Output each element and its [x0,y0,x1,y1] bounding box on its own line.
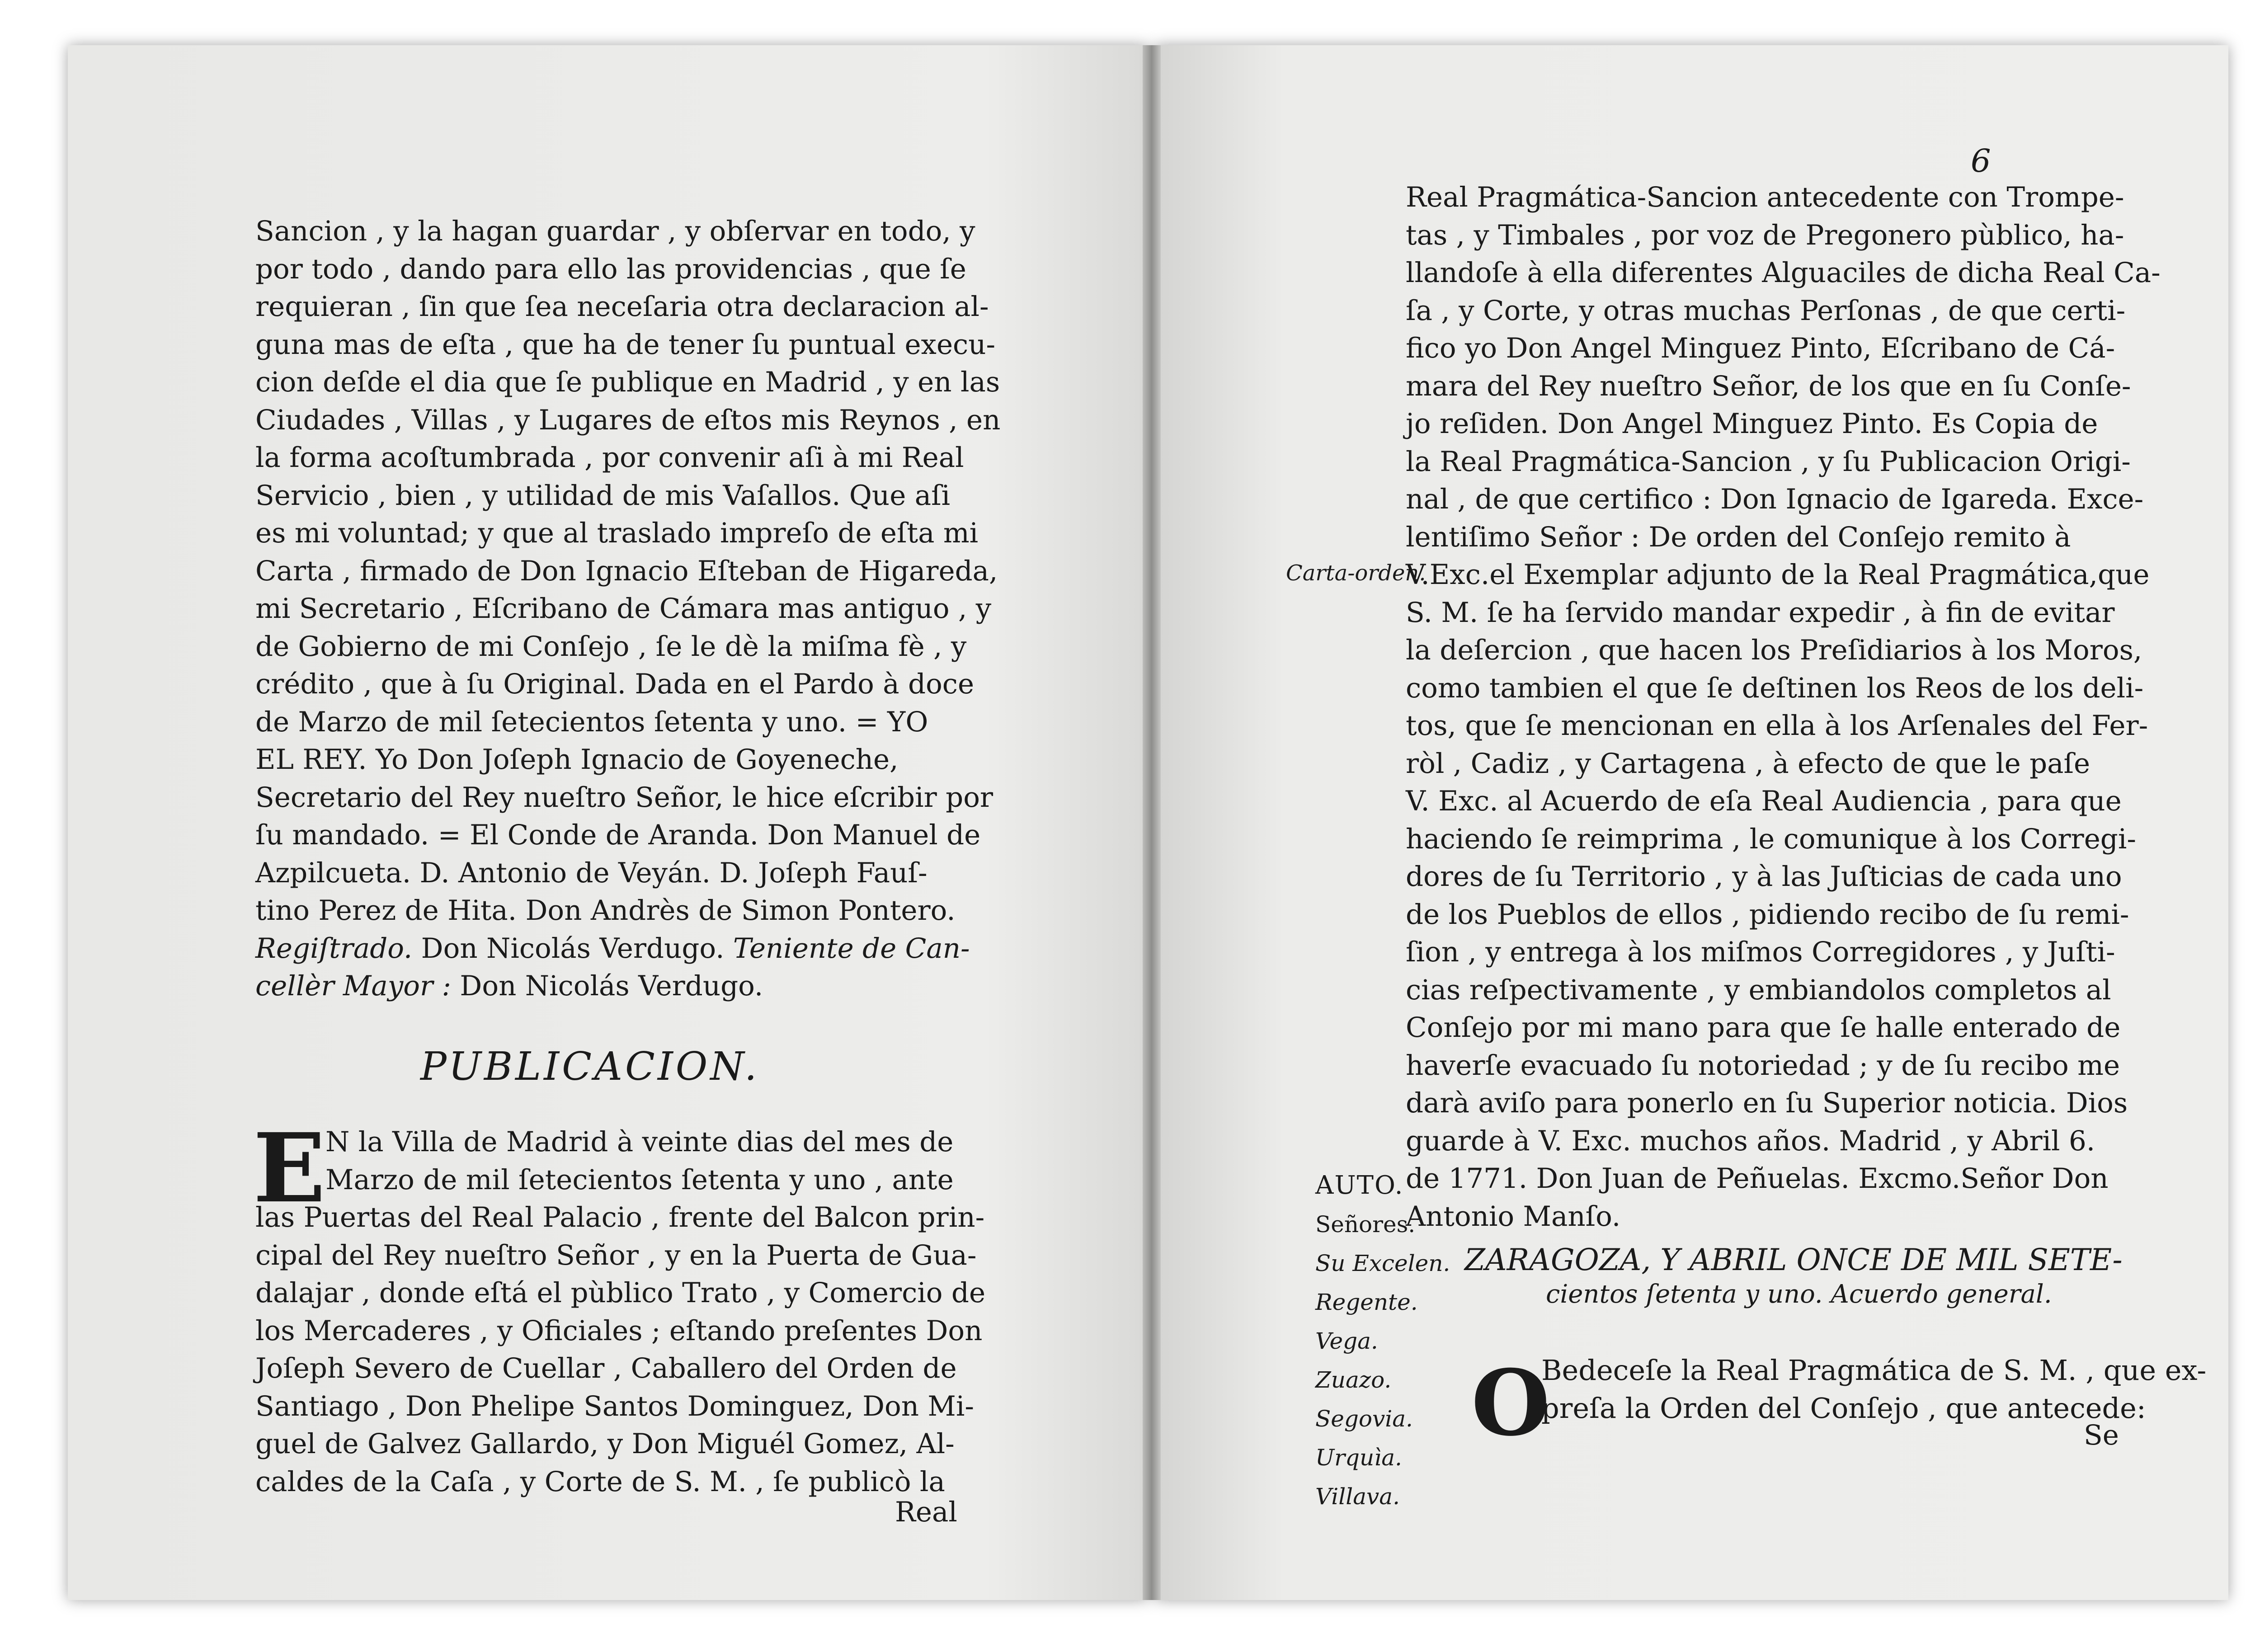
catchword: Real [895,1496,957,1528]
text-line: darà aviſo para ponerlo en ſu Superior noticia. Dios [1406,1087,2128,1119]
text-line: Secretario del Rey nueſtro Señor, le hice eſcribir por [255,781,993,814]
text-line: los Mercaderes , y Oficiales ; eſtando preſentes Don [255,1314,983,1347]
text-line: dalajar , donde eſtá el pùblico Trato , y Comercio de [255,1277,986,1309]
text-line: dores de ſu Territorio , y à las Juſticias de cada uno [1406,861,2122,893]
signatory: Segovia. [1315,1406,1413,1432]
signatory: Zuazo. [1315,1367,1392,1393]
book-gutter [1143,45,1161,1600]
publicacion-heading: PUBLICACION. [420,1044,760,1089]
auto-signatories [1315,1166,1450,1516]
text-line: S. M. ſe ha ſervido mandar expedir , à fin de evitar [1406,596,2115,629]
text-line: requieran , ſin que ſea neceſaria otra declaracion al- [255,291,989,323]
text-line: jo reſiden. Don Angel Minguez Pinto. Es Copia de [1406,408,2098,440]
drop-cap: E [253,1112,326,1224]
text-line: Ciudades , Villas , y Lugares de eſtos mis Reynos , en [255,404,1001,436]
text-line: V.Exc.el Exemplar adjunto de la Real Pragmática,que [1406,559,2150,591]
registrado-line [255,930,970,968]
text-line: de Gobierno de mi Conſejo , ſe le dè la miſma fè , y [255,630,967,663]
text-line: N la Villa de Madrid à veinte dias del mes de [325,1126,954,1158]
signatory: Regente. [1315,1289,1418,1315]
canceller-label: cellèr Mayor : [255,970,452,1002]
signatory: Villava. [1315,1483,1400,1510]
margin-note: Carta-orden. [1286,560,1426,586]
right-main-text [1406,179,2161,1235]
text-line: ſion , y entrega à los miſmos Corregidores , y Juſti- [1406,936,2115,968]
signatory: Vega. [1315,1328,1378,1354]
page-number: 6 [1971,142,1991,179]
text-line: haverſe evacuado ſu notoriedad ; y de ſu recibo me [1406,1049,2120,1082]
text-line: Azpilcueta. D. Antonio de Veyán. D. Joſeph Fauſ- [255,857,928,889]
text-line: guarde à V. Exc. muchos años. Madrid , y Abril 6. [1406,1125,2095,1157]
canceller-name: Don Nicolás Verdugo. [451,970,763,1002]
text-line: de los Pueblos de ellos , pidiendo recibo de ſu remi- [1406,898,2129,931]
text-line: tino Perez de Hita. Don Andrès de Simon Pontero. [255,894,956,927]
text-line: ròl , Cadiz , y Cartagena , à efecto de que le paſe [1406,747,2090,780]
text-line: Servicio , bien , y utilidad de mis Vaſallos. Que aſi [255,479,951,512]
text-line: V. Exc. al Acuerdo de eſa Real Audiencia , para que [1406,785,2122,817]
text-line: guna mas de eſta , que ha de tener ſu puntual execu- [255,328,996,361]
text-line: Santiago , Don Phelipe Santos Dominguez, Don Mi- [255,1390,974,1422]
text-line: EL REY. Yo Don Joſeph Ignacio de Goyeneche, [255,744,899,776]
signatory: Su Excelen. [1315,1250,1450,1276]
text-line: las Puertas del Real Palacio , frente del Balcon prin- [255,1201,985,1233]
canceller-line [255,967,947,1005]
signatory: Urquìa. [1315,1445,1402,1471]
text-line: Antonio Manſo. [1406,1200,1621,1233]
text-line: de 1771. Don Juan de Peñuelas. Excmo.Señor Don [1406,1163,2109,1195]
zaragoza-dateline [1464,1243,2123,1312]
registrado-name: Don Nicolás Verdugo. [412,932,733,965]
text-line: fico yo Don Angel Minguez Pinto, Eſcribano de Cá- [1406,332,2115,364]
text-line: caldes de la Caſa , y Corte de S. M. , ſe publicò la [255,1465,945,1498]
text-line: Sancion , y la hagan guardar , y obſervar en todo, y [255,215,975,247]
text-line: por todo , dando para ello las providencias , que ſe [255,253,966,285]
text-line: Real Pragmática-Sancion antecedente con Trompe- [1406,181,2124,213]
dateline-line-1: ZARAGOZA, Y ABRIL ONCE DE MIL SETE- [1464,1243,2123,1277]
text-line: Joſeph Severo de Cuellar , Caballero del Orden de [255,1352,957,1384]
text-line: haciendo ſe reimprima , le comunique à los Corregi- [1406,823,2136,855]
text-line: llandoſe à ella diferentes Alguaciles de dicha Real Ca- [1406,257,2161,289]
text-line: cion deſde el dia que ſe publique en Madrid , y en las [255,366,1000,398]
text-line: mara del Rey nueſtro Señor, de los que en ſu Conſe- [1406,370,2131,402]
teniente-label: Teniente de Can- [733,932,970,965]
signatory: Señores. [1315,1211,1416,1238]
text-line: cipal del Rey nueſtro Señor , y en la Puerta de Gua- [255,1239,977,1271]
text-line: ſa , y Corte, y otras muchas Perſonas , de que certi- [1406,294,2126,327]
dateline-line-2: cientos ſetenta y uno. Acuerdo general. [1546,1280,2052,1309]
text-line: tas , y Timbales , por voz de Pregonero pùblico, ha- [1406,219,2124,251]
drop-cap: O [1471,1350,1550,1456]
text-line: crédito , que à ſu Original. Dada en el Pardo à doce [255,668,975,700]
text-line: lentiſimo Señor : De orden del Conſejo remito à [1406,521,2071,553]
obedecese-text [1541,1351,2207,1427]
text-line: como tambien el que ſe deſtinen los Reos de los deli- [1406,672,2144,704]
left-main-text [255,212,1001,1005]
text-line: preſa la Orden del Conſejo , que antecede: [1541,1391,2146,1425]
open-book [68,45,2228,1614]
text-line: Carta , firmado de Don Ignacio Eſteban de Higareda, [255,555,998,587]
text-line: ſu mandado. = El Conde de Aranda. Don Manuel de [255,819,981,851]
text-line: Marzo de mil ſetecientos ſetenta y uno , ante [325,1163,954,1196]
auto-title: AUTO. [1315,1171,1404,1200]
text-line: tos, que ſe mencionan en ella à los Arſenales del Fer- [1406,710,2148,742]
text-line: nal , de que certifico : Don Ignacio de Igareda. Exce- [1406,483,2144,515]
text-line: de Marzo de mil ſetecientos ſetenta y uno. = YO [255,706,928,738]
text-line: la deſercion , que hacen los Preſidiarios à los Moros, [1406,634,2142,666]
text-line: la forma acoſtumbrada , por convenir aſi à mi Real [255,442,964,474]
text-line: Bedeceſe la Real Pragmática de S. M. , que ex- [1541,1354,2207,1387]
registrado-label: Regiſtrado. [255,932,413,965]
text-line: es mi voluntad; y que al traslado impreſo de eſta mi [255,517,979,549]
text-line: Conſejo por mi mano para que ſe halle enterado de [1406,1012,2121,1044]
publicacion-text [253,1112,986,1501]
text-line: cias reſpectivamente , y embiandolos completos al [1406,974,2111,1006]
text-line: la Real Pragmática-Sancion , y ſu Publicacion Origi- [1406,445,2131,478]
text-line: mi Secretario , Eſcribano de Cámara mas antiguo , y [255,593,992,625]
catchword: Se [2084,1419,2119,1451]
text-line: guel de Galvez Gallardo, y Don Miguél Gomez, Al- [255,1428,955,1460]
